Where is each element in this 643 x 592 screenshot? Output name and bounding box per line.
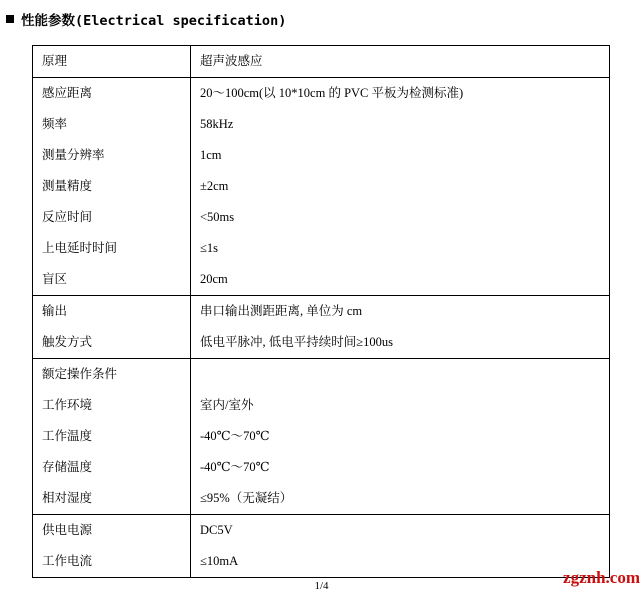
table-cell-label: 工作温度 bbox=[33, 421, 191, 452]
table-cell-label: 盲区 bbox=[33, 264, 191, 296]
table-row bbox=[33, 233, 610, 264]
table-row bbox=[33, 327, 610, 359]
table-row bbox=[33, 452, 610, 483]
table-cell-label: 供电电源 bbox=[33, 515, 191, 547]
table-cell-label: 工作电流 bbox=[33, 546, 191, 578]
specification-table-body bbox=[33, 46, 610, 578]
table-cell-label: 存储温度 bbox=[33, 452, 191, 483]
table-cell-label: 测量精度 bbox=[33, 171, 191, 202]
table-cell-value bbox=[191, 359, 610, 391]
table-row bbox=[33, 390, 610, 421]
table-row bbox=[33, 515, 610, 547]
page-title-label: 性能参数(Electrical specification) bbox=[21, 13, 287, 29]
table-cell-value: 串口输出测距距离, 单位为 cm bbox=[191, 296, 610, 328]
table-cell-value: 超声波感应 bbox=[191, 46, 610, 78]
table-row bbox=[33, 483, 610, 515]
table-cell-label: 测量分辨率 bbox=[33, 140, 191, 171]
table-cell-value: ≤1s bbox=[191, 233, 610, 264]
table-cell-value: ≤95%（无凝结） bbox=[191, 483, 610, 515]
table-row bbox=[33, 202, 610, 233]
table-cell-value: DC5V bbox=[191, 515, 610, 547]
table-cell-label: 上电延时时间 bbox=[33, 233, 191, 264]
table-cell-label: 触发方式 bbox=[33, 327, 191, 359]
table-cell-value: ≤10mA bbox=[191, 546, 610, 578]
table-cell-value: 58kHz bbox=[191, 109, 610, 140]
black-square-icon bbox=[6, 15, 14, 23]
table-row bbox=[33, 109, 610, 140]
table-cell-label: 相对湿度 bbox=[33, 483, 191, 515]
table-cell-value: 低电平脉冲, 低电平持续时间≥100us bbox=[191, 327, 610, 359]
page-title bbox=[0, 0, 643, 29]
table-cell-value: ±2cm bbox=[191, 171, 610, 202]
table-row bbox=[33, 359, 610, 391]
table-row bbox=[33, 46, 610, 78]
table-cell-label: 工作环境 bbox=[33, 390, 191, 421]
table-cell-value: <50ms bbox=[191, 202, 610, 233]
page-number: 1/4 bbox=[314, 580, 329, 592]
table-row bbox=[33, 171, 610, 202]
table-cell-value: -40℃～70℃ bbox=[191, 421, 610, 452]
table-row bbox=[33, 296, 610, 328]
table-row bbox=[33, 264, 610, 296]
table-cell-label: 原理 bbox=[33, 46, 191, 78]
table-row bbox=[33, 140, 610, 171]
table-row bbox=[33, 421, 610, 452]
table-cell-label: 频率 bbox=[33, 109, 191, 140]
table-cell-label: 反应时间 bbox=[33, 202, 191, 233]
table-cell-value: 20cm bbox=[191, 264, 610, 296]
table-row bbox=[33, 546, 610, 578]
table-cell-label: 额定操作条件 bbox=[33, 359, 191, 391]
table-row bbox=[33, 78, 610, 110]
table-cell-value: 20～100cm(以 10*10cm 的 PVC 平板为检测标准) bbox=[191, 78, 610, 110]
table-cell-value: 室内/室外 bbox=[191, 390, 610, 421]
table-cell-label: 感应距离 bbox=[33, 78, 191, 110]
specification-table bbox=[32, 45, 610, 578]
watermark: zgznh.com bbox=[563, 568, 640, 587]
table-cell-value: 1cm bbox=[191, 140, 610, 171]
table-cell-value: -40℃～70℃ bbox=[191, 452, 610, 483]
table-cell-label: 输出 bbox=[33, 296, 191, 328]
